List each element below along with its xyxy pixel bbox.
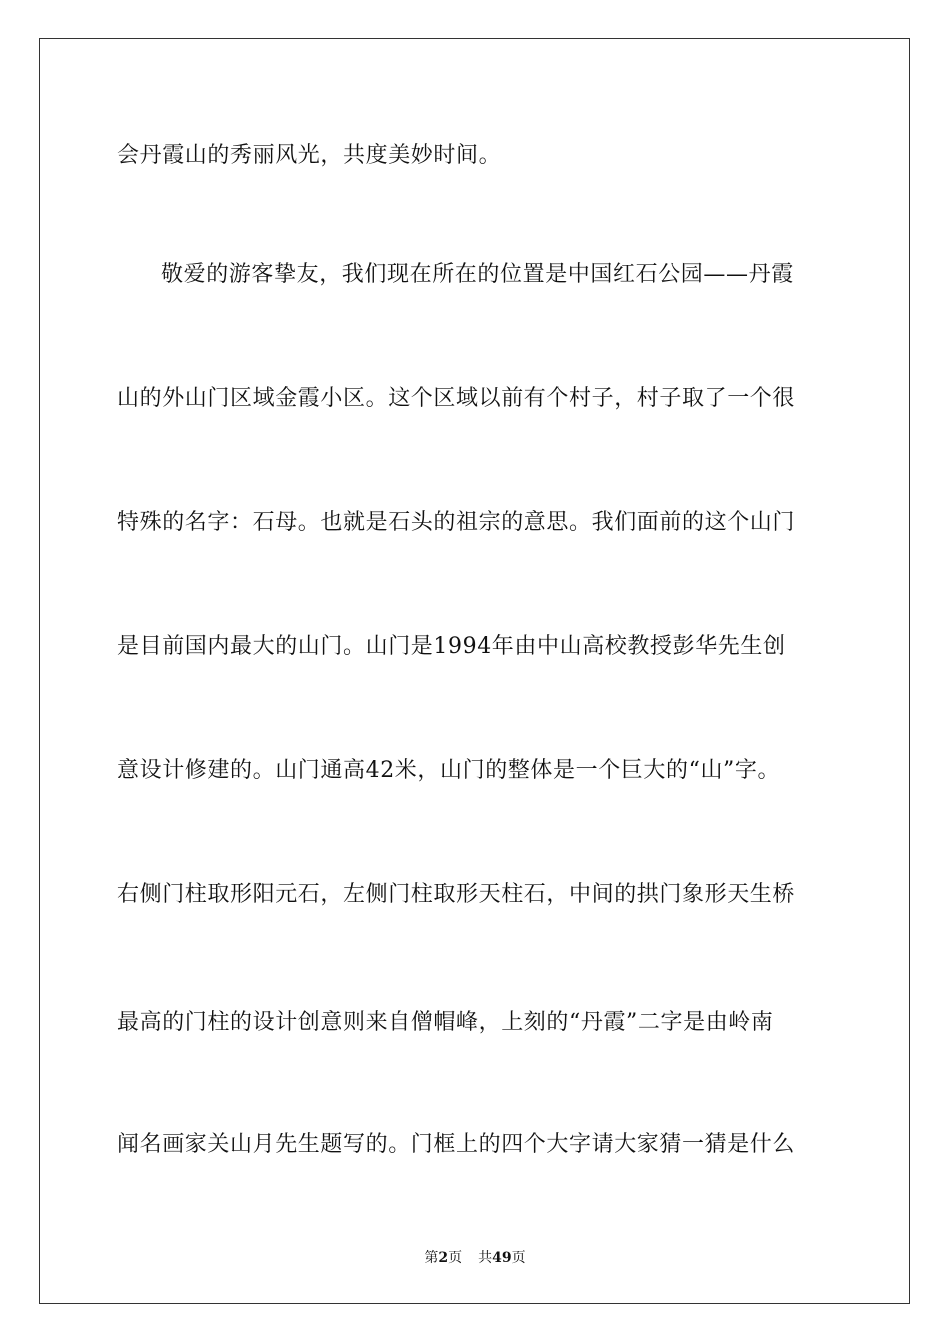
page-suffix: 页 — [448, 1250, 463, 1266]
text-line-2: 敬爱的游客挚友，我们现在所在的位置是中国红石公园——丹霞 — [161, 262, 794, 287]
text-line-4: 特殊的名字：石母。也就是石头的祖宗的意思。我们面前的这个山门 — [117, 510, 796, 535]
text-line-3: 山的外山门区域金霞小区。这个区域以前有个村子，村子取了一个很 — [117, 386, 796, 411]
text-line-5: 是目前国内最大的山门。山门是1994年由中山高校教授彭华先生创 — [117, 634, 786, 659]
text-line-9: 闻名画家关山月先生题写的。门框上的四个大字请大家猜一猜是什么 — [117, 1132, 796, 1157]
total-pages-number: 49 — [492, 1250, 512, 1266]
total-prefix: 共 — [478, 1250, 493, 1266]
text-line-8: 最高的门柱的设计创意则来自僧帽峰，上刻的“丹霞”二字是由岭南 — [117, 1010, 774, 1035]
page-footer — [0, 1247, 950, 1267]
text-line-6: 意设计修建的。山门通高42米，山门的整体是一个巨大的“山”字。 — [117, 758, 781, 783]
total-suffix: 页 — [511, 1250, 526, 1266]
text-line-1: 会丹霞山的秀丽风光，共度美妙时间。 — [117, 143, 502, 168]
text-line-7: 右侧门柱取形阳元石，左侧门柱取形天柱石，中间的拱门象形天生桥 — [117, 882, 796, 907]
current-page-number: 2 — [438, 1250, 449, 1266]
page-prefix: 第 — [424, 1250, 439, 1266]
page-border — [39, 38, 910, 1304]
